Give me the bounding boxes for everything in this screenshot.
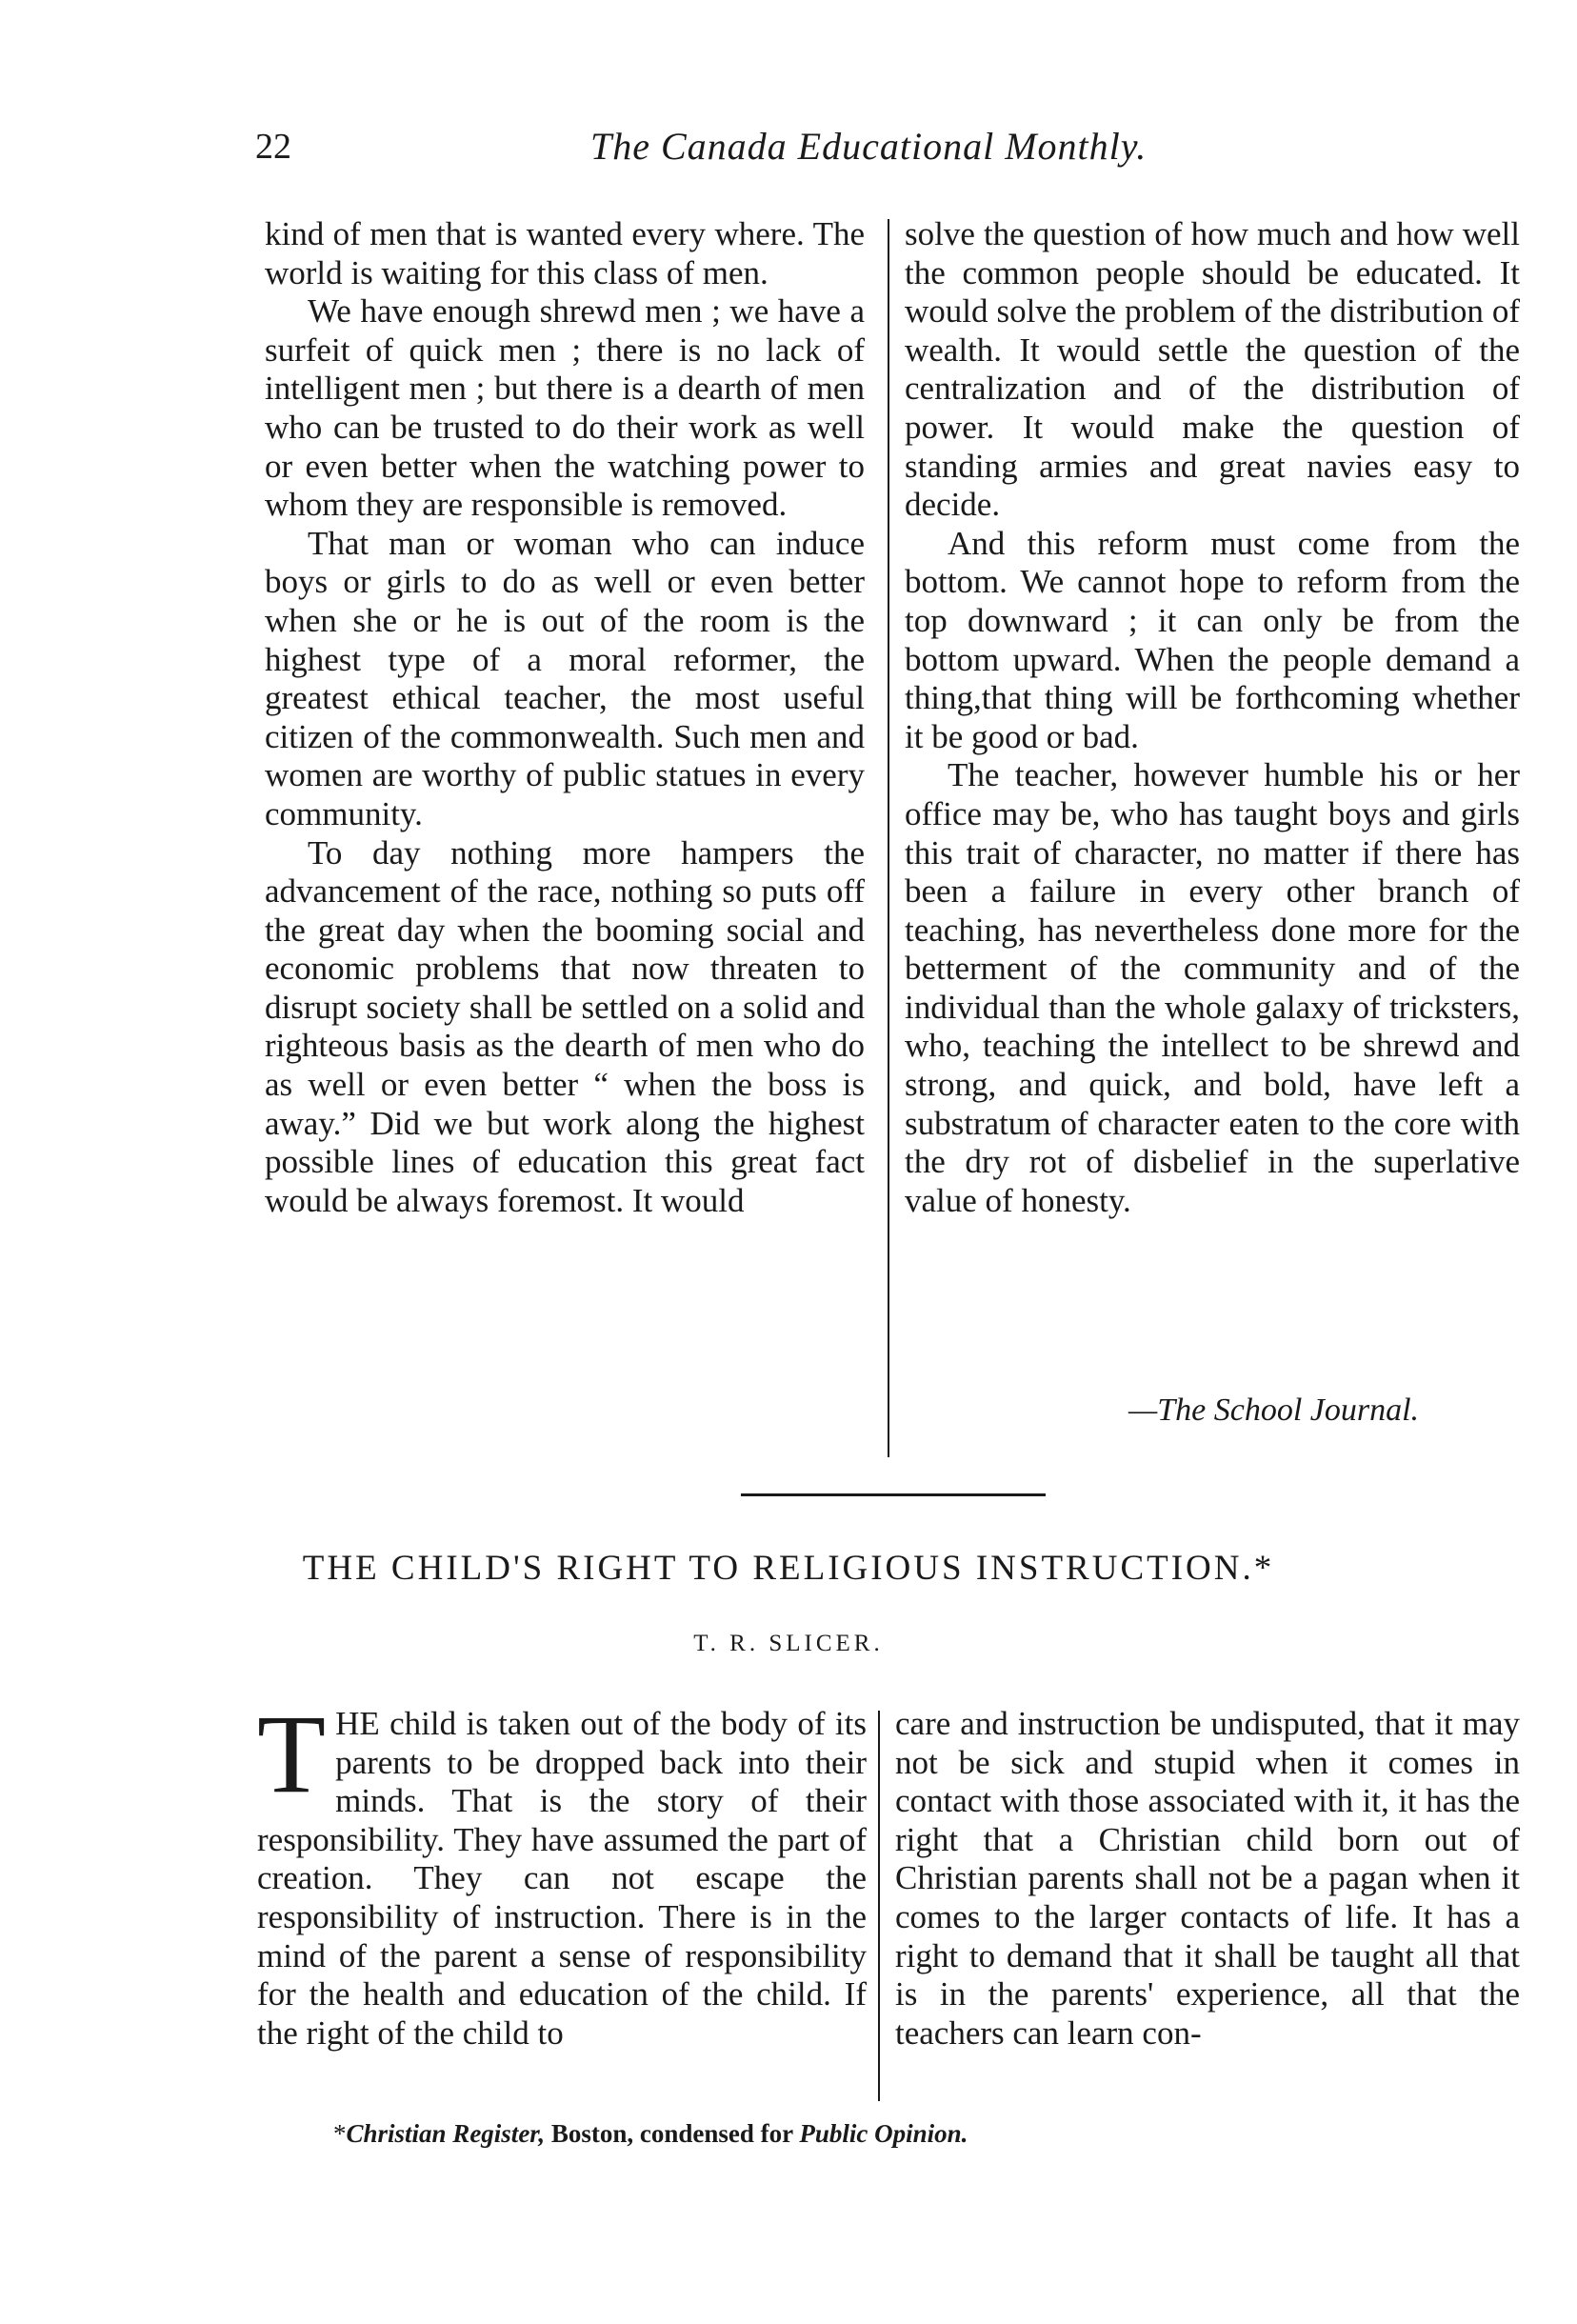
article2-column-left [257, 1692, 867, 2053]
footnote-marker: * [333, 2119, 347, 2148]
page-number: 22 [255, 127, 291, 167]
section-divider [741, 1493, 1046, 1496]
footnote-text: Boston, condensed for [545, 2119, 800, 2148]
column-divider [878, 1711, 880, 2101]
paragraph-text: HE child is taken out of the body of its parents to be dropped back into their minds. That is the story of their responsibility. They have assumed the part of creation. They can not escape the responsibility of instruction. There is in the mind of the parent a sense of responsibility for the health and education of the child. If the right of the child to [257, 1705, 867, 2052]
paragraph: And this reform must come from the bottom. We cannot hope to reform from the top downward ; it can only be from the bottom upward. When the people demand a thing,that thing will be forthcoming whether it be good or bad. [905, 524, 1520, 755]
paragraph: That man or woman who can induce boys or girls to do as well or even better when she or he is out of the room is the highest type of a moral reformer, the greatest ethical teacher, the most useful citizen of the commonwealth. Such men and women are worthy of public statues in every community. [265, 524, 865, 832]
paragraph: solve the question of how much and how well the common people should be educated. It would solve the problem of the distribution of wealth. It would settle the question of the centralization and of the distribution of power. It would make the question of standing armies and great navies easy to decide. [905, 215, 1520, 524]
column-divider [888, 219, 889, 1457]
article2-column-right [895, 1705, 1520, 2053]
running-title: The Canada Educational Monthly. [590, 125, 1148, 168]
article-title: THE CHILD'S RIGHT TO RELIGIOUS INSTRUCTION.* [302, 1549, 1275, 1588]
paragraph: To day nothing more hampers the advancement of the race, nothing so puts off the great day when the booming social and economic problems that now threaten to disrupt society shall be settled on a solid and righteous basis as the dearth of men who do as well or even better “ when the boss is away.” Did we but work along the highest possible lines of education this great fact would be always foremost. It would [265, 833, 865, 1219]
source-attribution: —The School Journal. [1128, 1392, 1420, 1428]
paragraph: kind of men that is wanted every where. The world is waiting for this class of men. [265, 215, 865, 291]
article-author: T. R. SLICER. [693, 1631, 884, 1656]
article1-column-right [905, 215, 1520, 1220]
article1-column-left [265, 215, 865, 1220]
footnote-journal: Christian Register, [346, 2119, 546, 2148]
paragraph: The teacher, however humble his or her office may be, who has taught boys and girls this trait of character, no matter if there has been a failure in every other branch of teaching, has nevertheless done more for the betterment of the community and of the individual than the whole galaxy of tricksters, who, teaching the intellect to be shrewd and strong, and quick, and bold, have left a substratum of character eaten to the core with the dry rot of disbelief in the superlative value of honesty. [905, 756, 1520, 1219]
paragraph: We have enough shrewd men ; we have a surfeit of quick men ; there is no lack of intelligent men ; but there is a dearth of men who can be trusted to do their work as well or even better when the watching power to whom they are responsible is removed. [265, 292, 865, 524]
footnote [333, 2119, 968, 2149]
drop-cap: T [257, 1692, 327, 1816]
paragraph: care and instruction be undisputed, that it may not be sick and stupid when it comes in contact with those associated with it, it has the right that a Christian child born out of Christian parents shall not be a pagan when it comes to the larger contacts of life. It has a right to demand that it shall be taught all that is in the parents' experience, all that the teachers can learn con- [895, 1705, 1520, 2052]
paragraph [257, 1692, 867, 2053]
footnote-publication: Public Opinion. [799, 2119, 968, 2148]
